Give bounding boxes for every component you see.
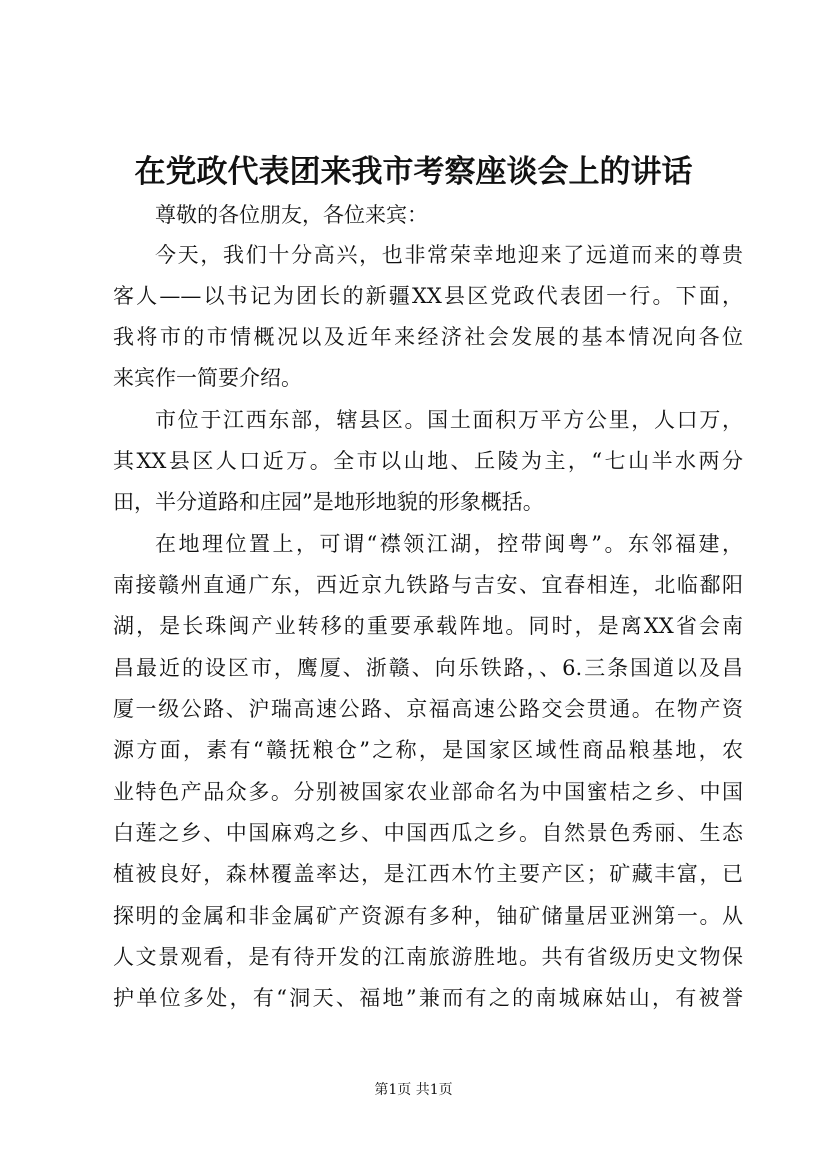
- salutation-line: 尊敬的各位朋友，各位来宾：: [155, 203, 428, 227]
- paragraph-line: 护单位多处，有“洞天、福地”兼而有之的南城麻姑山，有被誉: [113, 986, 743, 1010]
- paragraph-line: 厦一级公路、沪瑞高速公路、京福高速公路交会贯通。在物产资: [113, 697, 743, 721]
- paragraph-line: 人文景观看，是有待开发的江南旅游胜地。共有省级历史文物保: [113, 945, 743, 969]
- paragraph-line: 在地理位置上，可谓“襟领江湖，控带闽粤”。东邻福建，: [155, 532, 743, 556]
- paragraph-line: 昌最近的设区市，鹰厦、浙赣、向乐铁路，、6.三条国道以及昌: [113, 656, 743, 680]
- paragraph-line: 源方面，素有“赣抚粮仓”之称，是国家区域性商品粮基地，农: [113, 738, 743, 762]
- paragraph-line: 业特色产品众多。分别被国家农业部命名为中国蜜桔之乡、中国: [113, 780, 743, 804]
- paragraph-line: 田，半分道路和庄园”是地形地貌的形象概括。: [113, 490, 544, 514]
- paragraph-line: 南接赣州直通广东，西近京九铁路与吉安、宜春相连，北临鄱阳: [113, 573, 743, 597]
- paragraph-line: 探明的金属和非金属矿产资源有多种，铀矿储量居亚洲第一。从: [113, 904, 743, 928]
- paragraph-line: 湖，是长珠闽产业转移的重要承载阵地。同时，是离XX省会南: [113, 614, 743, 638]
- page-footer: 第1页 共1页: [374, 1082, 453, 1098]
- paragraph-line: 其XX县区人口近万。全市以山地、丘陵为主，“七山半水两分: [113, 449, 743, 473]
- paragraph-line: 我将市的市情概况以及近年来经济社会发展的基本情况向各位: [113, 325, 743, 349]
- paragraph-line: 客人——以书记为团长的新疆XX县区党政代表团一行。下面，: [113, 284, 743, 308]
- paragraph-line: 今天，我们十分高兴，也非常荣幸地迎来了远道而来的尊贵: [155, 243, 743, 267]
- paragraph-line: 植被良好，森林覆盖率达，是江西木竹主要产区；矿藏丰富，已: [113, 862, 743, 886]
- paragraph-line: 来宾作一简要介绍。: [113, 366, 302, 390]
- document-title: 在党政代表团来我市考察座谈会上的讲话: [134, 154, 693, 190]
- paragraph-line: 市位于江西东部，辖县区。国土面积万平方公里，人口万，: [155, 408, 743, 432]
- paragraph-line: 白莲之乡、中国麻鸡之乡、中国西瓜之乡。自然景色秀丽、生态: [113, 821, 743, 845]
